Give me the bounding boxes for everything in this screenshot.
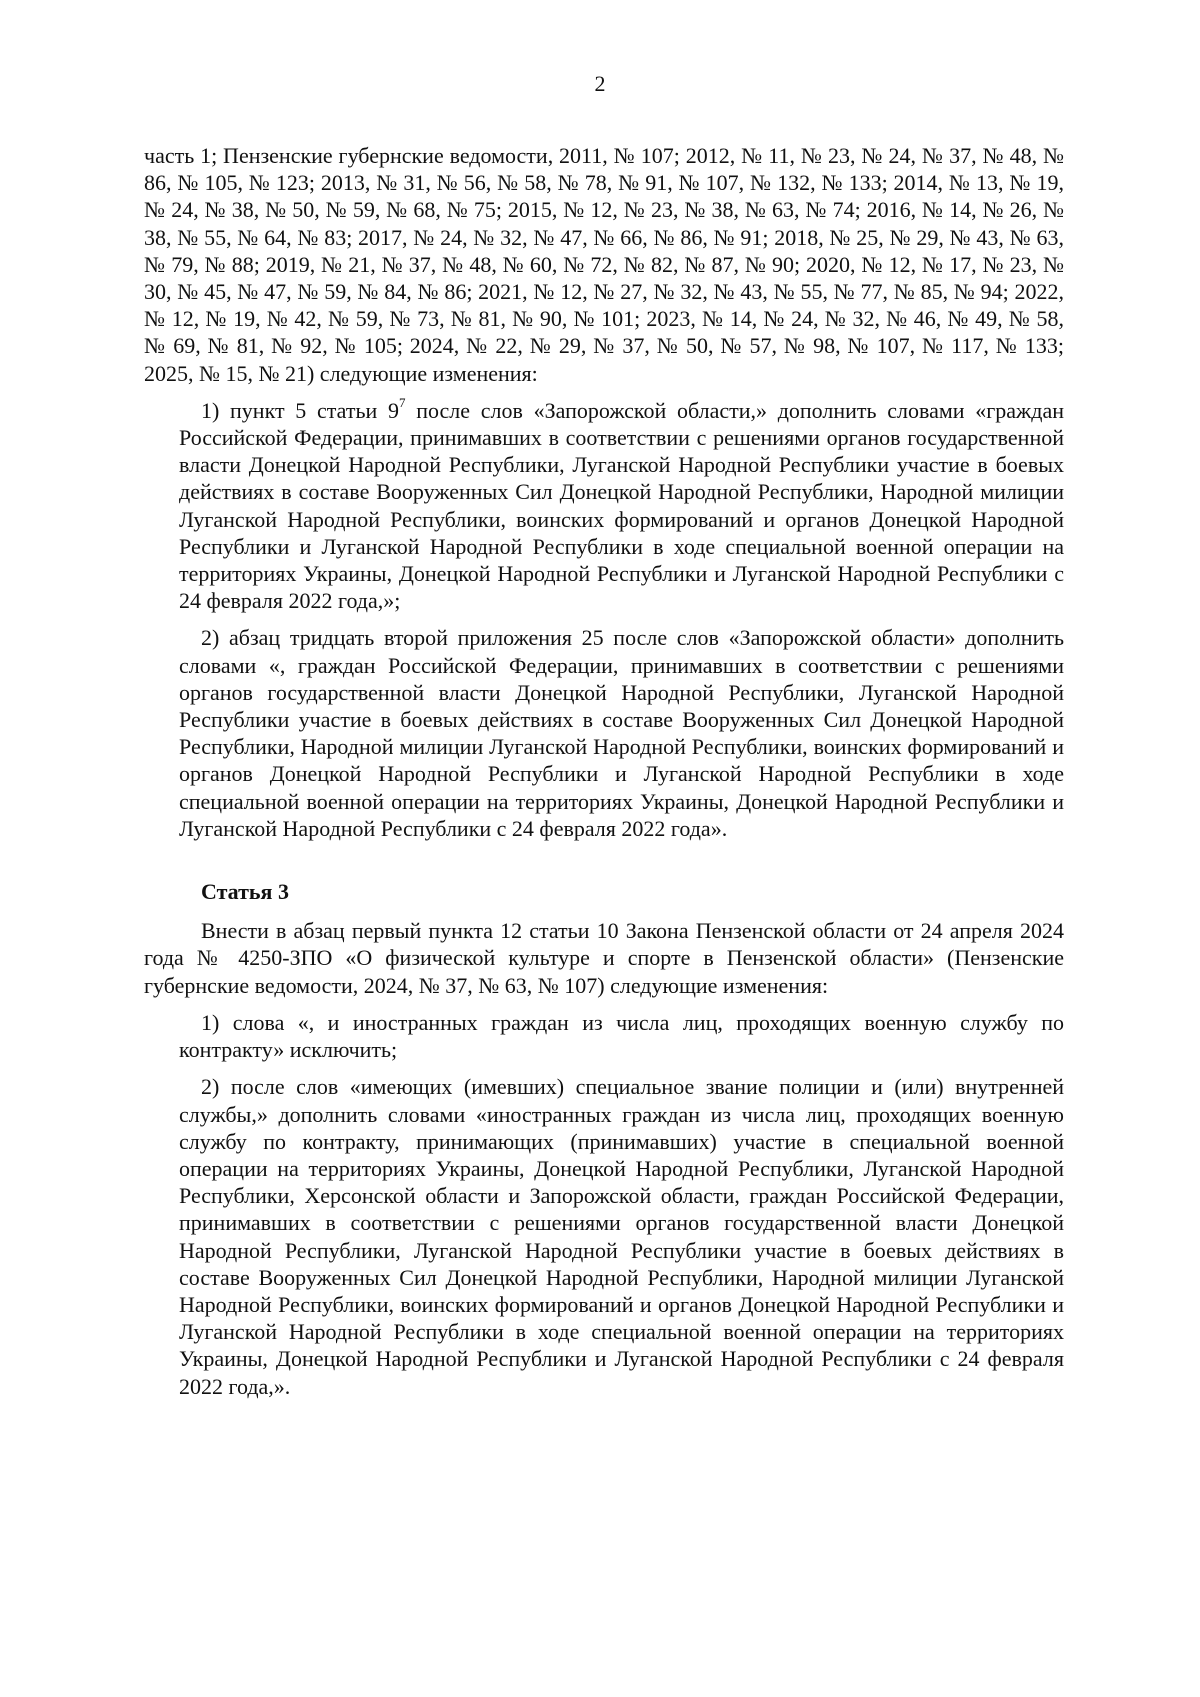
article-2-item-2: 2) абзац тридцать второй приложения 25 после слов «Запорожской области» дополнить словами «, граждан Российской Федерации, принимавших в соответствии с решениями органов государственной власти Донецкой Народной Республики, Луганской Народной Республики участие в боевых действиях в составе Вооруженных Сил Донецкой Народной Республики, Народной милиции Луганской Народной Республики, воинских формирований и органов Донецкой Народной Республики и Луганской Народной Республики в ходе специальной военной операции на территориях Украины, Донецкой Народной Республики и Луганской Народной Республики с 24 февраля 2022 года». xyxy=(179,625,1064,841)
sources-paragraph: часть 1; Пензенские губернские ведомости, 2011, № 107; 2012, № 11, № 23, № 24, № 37, № 48, № 86, № 105, № 123; 2013, № 31, № 56, № 58, № 78, № 91, № 107, № 132, № 133; 2014, № 13, № 19, № 24, № 38, № 50, № 59, № 68, № 75; 2015, № 12, № 23, № 38, № 63, № 74; 2016, № 14, № 26, № 38, № 55, № 64, № 83; 2017, № 24, № 32, № 47, № 66, № 86, № 91; 2018, № 25, № 29, № 43, № 63, № 79, № 88; 2019, № 21, № 37, № 48, № 60, № 72, № 82, № 87, № 90; 2020, № 12, № 17, № 23, № 30, № 45, № 47, № 59, № 84, № 86; 2021, № 12, № 27, № 32, № 43, № 55, № 77, № 85, № 94; 2022, № 12, № 19, № 42, № 59, № 73, № 81, № 90, № 101; 2023, № 14, № 24, № 32, № 46, № 49, № 58, № 69, № 81, № 92, № 105; 2024, № 22, № 29, № 37, № 50, № 57, № 98, № 107, № 117, № 133; 2025, № 15, № 21) следующие изменения: xyxy=(144,143,1064,386)
article-2-item-1-lead: 1) пункт 5 статьи 9 xyxy=(201,397,399,423)
article-3-heading: Статья 3 xyxy=(201,879,289,905)
article-2-item-1 xyxy=(144,394,1064,615)
page-number: 2 xyxy=(594,71,606,96)
article-number-superscript: 7 xyxy=(399,394,406,410)
article-3-item-2: 2) после слов «имеющих (имевших) специальное звание полиции и (или) внутренней службы,» дополнить словами «иностранных граждан из числа лиц, проходящих военную службу по контракту, принимающих (принимавших) участие в специальной военной операции на территориях Украины, Донецкой Народной Республики, Луганской Народной Республики, Херсонской области и Запорожской области, граждан Российской Федерации, принимавших в соответствии с решениями органов государственной власти Донецкой Народной Республики, Луганской Народной Республики участие в боевых действиях в составе Вооруженных Сил Донецкой Народной Республики, Народной милиции Луганской Народной Республики, воинских формирований и органов Донецкой Народной Республики и Луганской Народной Республики в ходе специальной военной операции на территориях Украины, Донецкой Народной Республики и Луганской Народной Республики с 24 февраля 2022 года,». xyxy=(179,1074,1064,1399)
article-2-item-1-text: после слов «Запорожской области,» дополнить словами «граждан Российской Федерации, принимавших в соответствии с решениями органов государственной власти Донецкой Народной Республики, Луганской Народной Республики участие в боевых действиях в составе Вооруженных Сил Донецкой Народной Республики, Народной милиции Луганской Народной Республики, воинских формирований и органов Донецкой Народной Республики и Луганской Народной Республики в ходе специальной военной операции на территориях Украины, Донецкой Народной Республики и Луганской Народной Республики с 24 февраля 2022 года,»; xyxy=(179,397,1064,614)
document-body xyxy=(144,142,1064,1400)
article-3-intro: Внести в абзац первый пункта 12 статьи 10 Закона Пензенской области от 24 апреля 2024 года № 4250-ЗПО «О физической культуре и спорте в Пензенской области» (Пензенские губернские ведомости, 2024, № 37, № 63, № 107) следующие изменения: xyxy=(144,918,1064,998)
article-3-item-1: 1) слова «, и иностранных граждан из числа лиц, проходящих военную службу по контракту» исключить; xyxy=(179,1009,1064,1063)
